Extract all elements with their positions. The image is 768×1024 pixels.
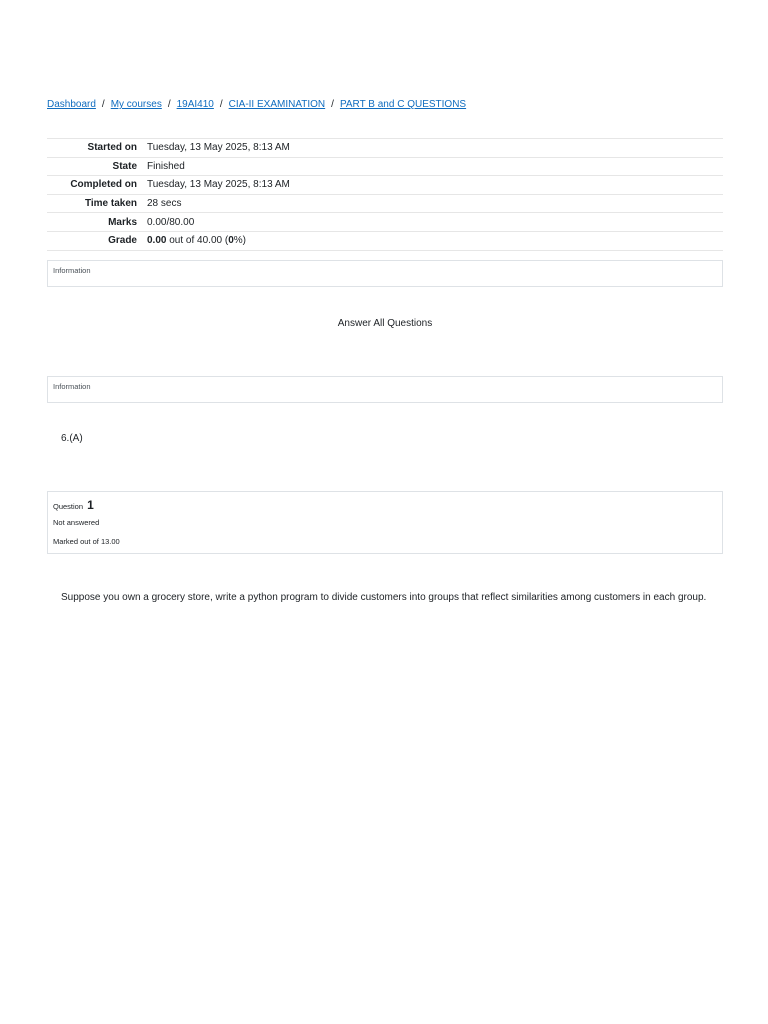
- summary-label: Started on: [87, 142, 137, 154]
- attempt-summary-table: [47, 138, 723, 251]
- grade-out-of: out of 40.00 (: [166, 235, 229, 247]
- summary-row-state: [47, 157, 723, 176]
- summary-label: Completed on: [70, 179, 137, 191]
- information-label: Information: [53, 266, 91, 275]
- summary-value: 28 secs: [147, 198, 182, 210]
- summary-row-started-on: [47, 139, 723, 158]
- question-info-box: [47, 491, 723, 554]
- breadcrumb-dashboard-link[interactable]: Dashboard: [47, 99, 96, 110]
- question-status: Not answered: [53, 518, 100, 527]
- summary-row-marks: [47, 213, 723, 232]
- breadcrumb: [47, 98, 466, 112]
- question-text: Suppose you own a grocery store, write a python program to divide customers into groups that reflect similarities among customers in each group.: [61, 592, 707, 603]
- question-number: 1: [87, 498, 94, 512]
- information-block: [47, 376, 723, 403]
- section-label: 6.(A): [61, 433, 83, 444]
- summary-value: 0.00/80.00: [147, 216, 195, 228]
- question-prefix: Question: [53, 502, 84, 511]
- summary-value: Tuesday, 13 May 2025, 8:13 AM: [147, 142, 290, 154]
- breadcrumb-quiz-link[interactable]: PART B and C QUESTIONS: [339, 99, 467, 110]
- information-label: Information: [53, 382, 91, 391]
- breadcrumb-exam-link[interactable]: CIA-II EXAMINATION: [228, 99, 326, 110]
- instruction-text: Answer All Questions: [337, 318, 433, 329]
- breadcrumb-separator: /: [101, 99, 105, 110]
- summary-value: Finished: [147, 160, 185, 172]
- breadcrumb-course-link[interactable]: 19AI410: [176, 99, 214, 110]
- breadcrumb-separator: /: [219, 99, 223, 110]
- summary-row-time-taken: [47, 194, 723, 213]
- summary-row-completed-on: [47, 176, 723, 195]
- breadcrumb-separator: /: [167, 99, 171, 110]
- question-title: [53, 498, 717, 513]
- question-marks: Marked out of 13.00: [53, 537, 120, 546]
- summary-label: Marks: [108, 216, 137, 228]
- summary-value: Tuesday, 13 May 2025, 8:13 AM: [147, 179, 290, 191]
- grade-close: %): [233, 235, 246, 247]
- summary-row-grade: [47, 231, 723, 250]
- grade-score: 0.00: [147, 235, 167, 247]
- summary-label: Grade: [108, 235, 137, 247]
- summary-label: State: [112, 160, 137, 172]
- summary-label: Time taken: [84, 198, 137, 210]
- breadcrumb-my-courses-link[interactable]: My courses: [110, 99, 162, 110]
- breadcrumb-separator: /: [331, 99, 334, 110]
- grade-percent: 0: [228, 235, 234, 247]
- grade-value: [147, 231, 723, 250]
- information-block: [47, 260, 723, 287]
